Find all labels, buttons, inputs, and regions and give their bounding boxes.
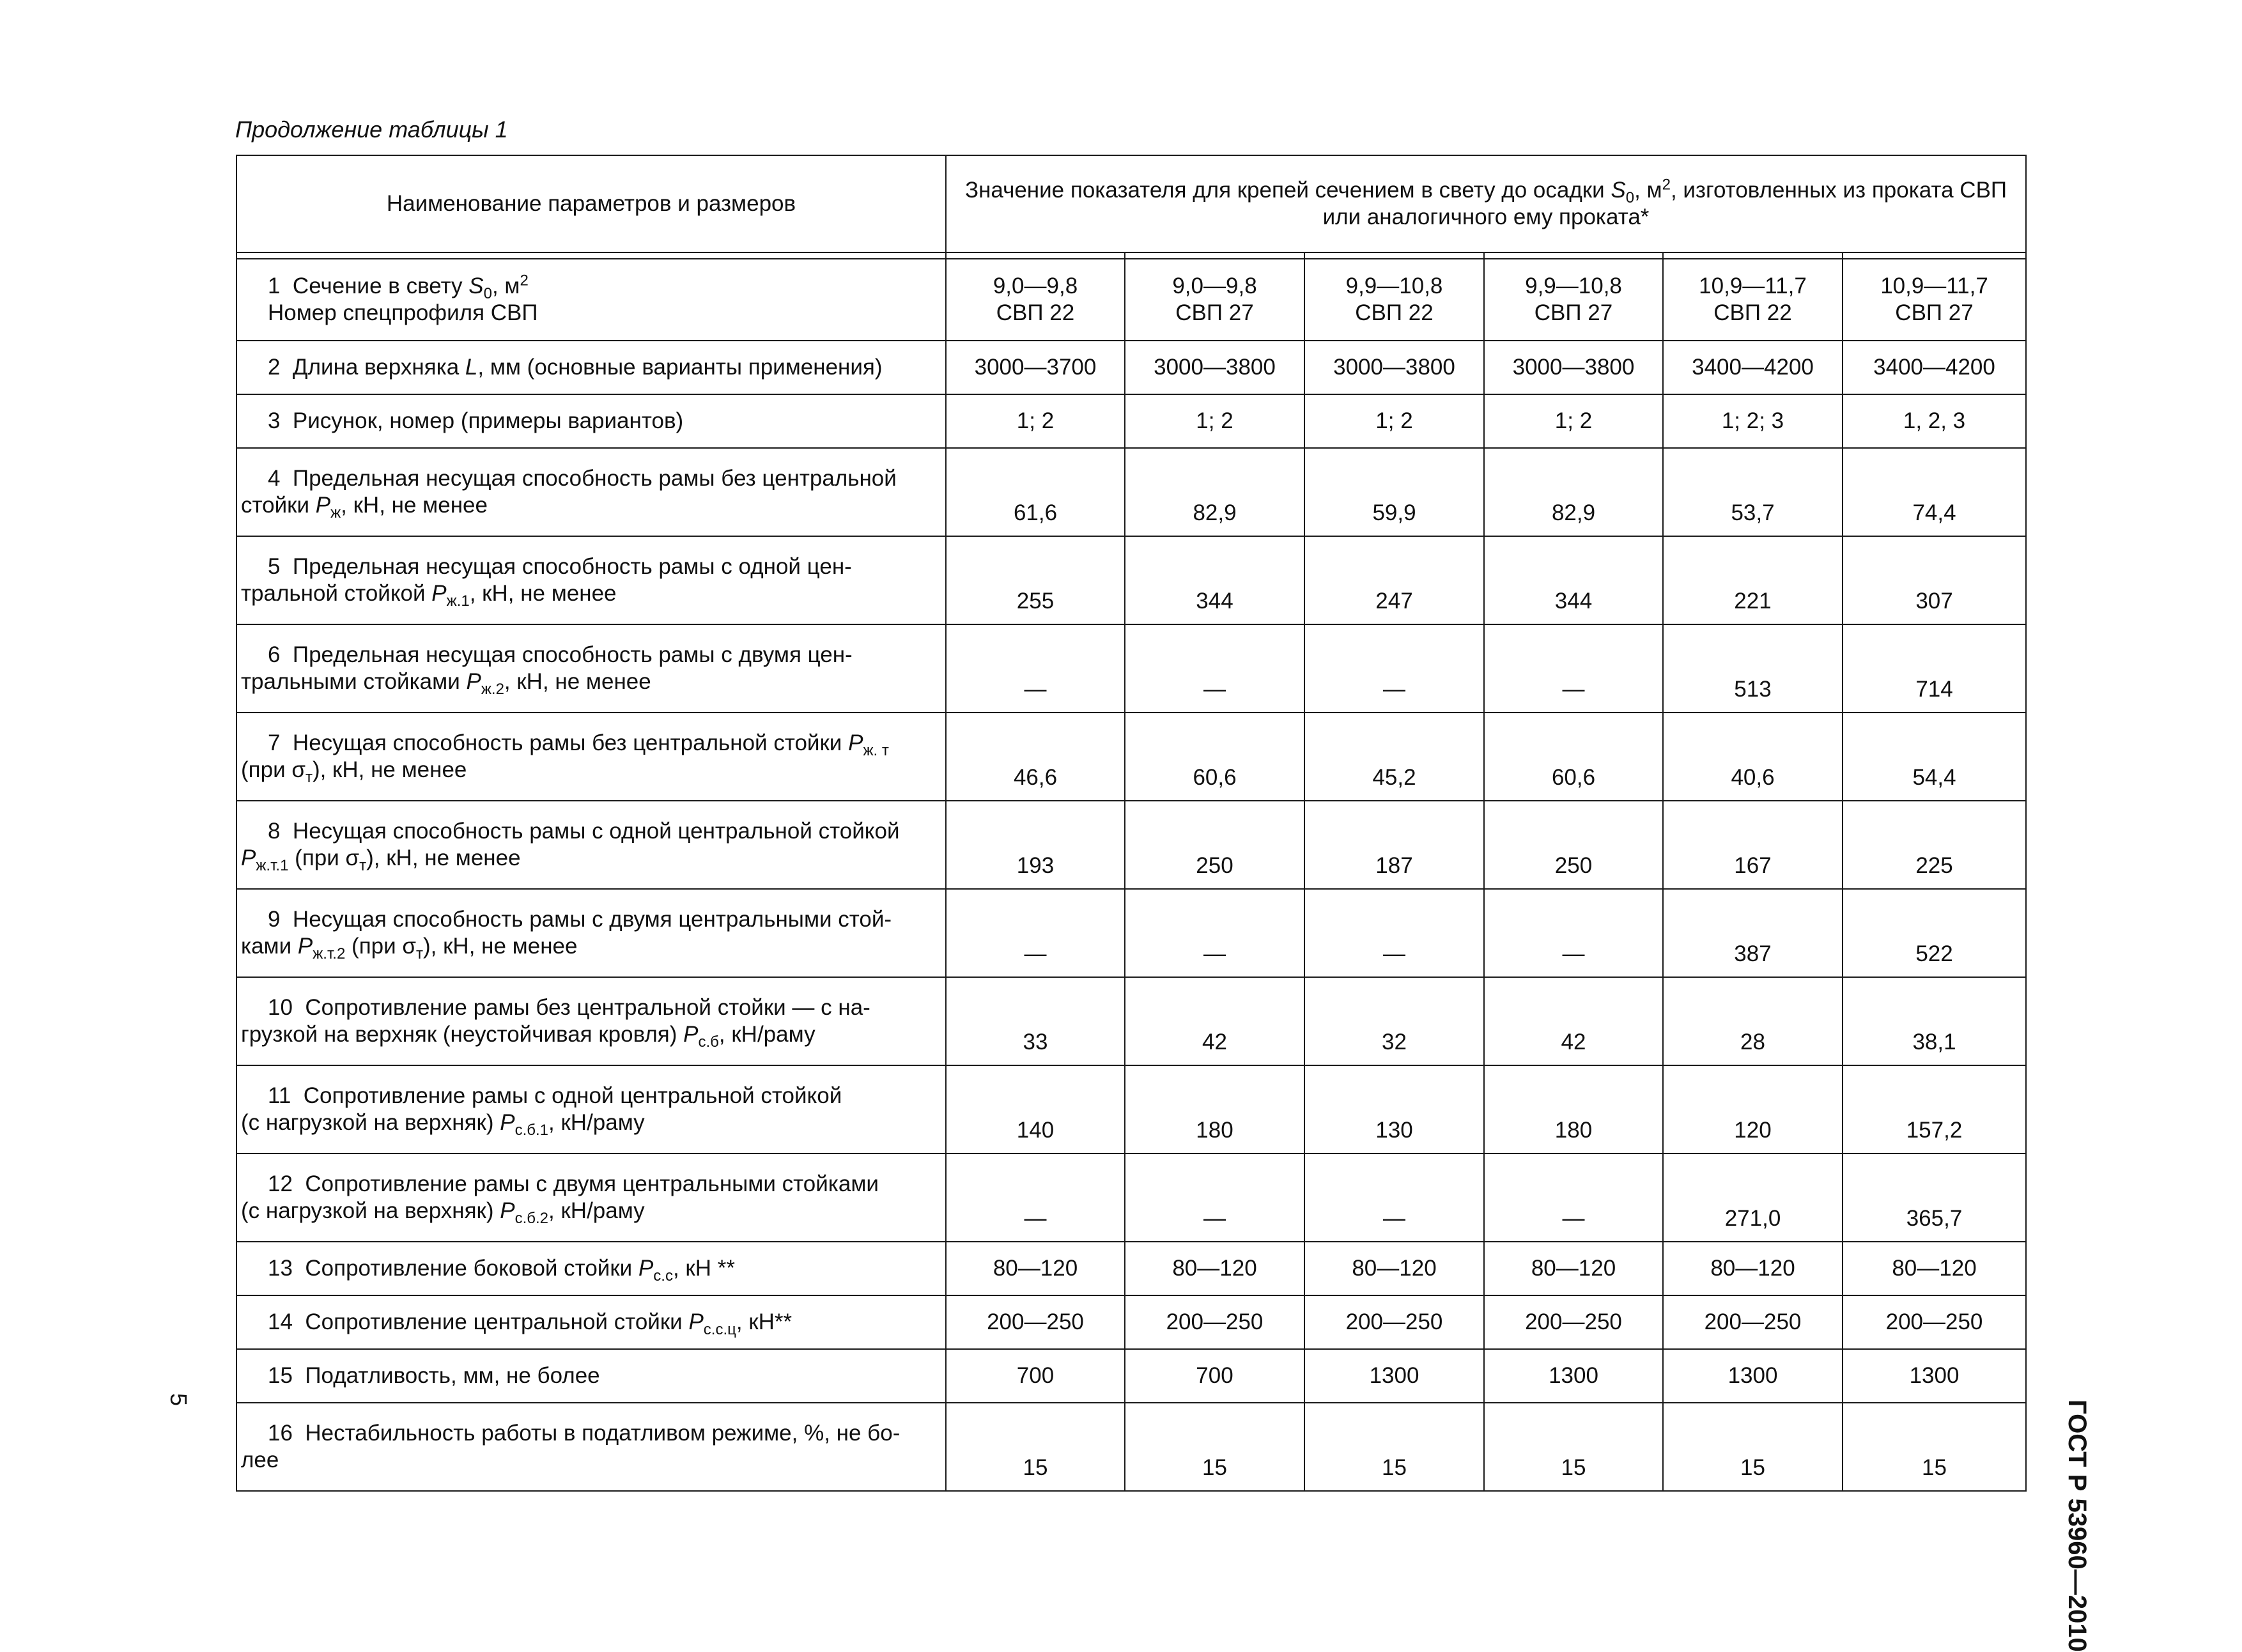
value-cell: 10,9—11,7 СВП 22	[1663, 259, 1843, 341]
value-cell: 15	[1843, 1403, 2026, 1491]
table-row	[236, 889, 2026, 977]
value-cell: 60,6	[1125, 713, 1304, 801]
page-number: 5	[166, 1393, 192, 1407]
value-cell: 700	[1125, 1349, 1304, 1403]
value-cell: 193	[946, 801, 1125, 889]
parameter-name-cell: 3 Рисунок, номер (примеры вариантов)	[236, 394, 946, 448]
value-cell: 3400—4200	[1843, 341, 2026, 394]
value-cell: 3400—4200	[1663, 341, 1843, 394]
value-cell: 9,0—9,8 СВП 22	[946, 259, 1125, 341]
value-cell: 307	[1843, 536, 2026, 624]
value-cell: 250	[1484, 801, 1663, 889]
value-cell: 255	[946, 536, 1125, 624]
table-row	[236, 1403, 2026, 1491]
value-cell: —	[1125, 889, 1304, 977]
value-cell: 42	[1125, 977, 1304, 1065]
value-cell: 247	[1304, 536, 1484, 624]
value-cell: 522	[1843, 889, 2026, 977]
value-cell: 82,9	[1484, 448, 1663, 536]
value-cell: 80—120	[1484, 1242, 1663, 1295]
value-cell: 9,0—9,8 СВП 27	[1125, 259, 1304, 341]
value-cell: 250	[1125, 801, 1304, 889]
value-cell: 130	[1304, 1065, 1484, 1154]
value-cell: —	[946, 889, 1125, 977]
value-cell: 46,6	[946, 713, 1125, 801]
value-cell: 700	[946, 1349, 1125, 1403]
table-header-row	[236, 155, 2026, 252]
value-cell: 200—250	[1663, 1295, 1843, 1349]
parameter-name-cell: 5 Предельная несущая способность рамы с одной цен- тральной стойкой $P_{ж.1}$, кН, не менее	[236, 536, 946, 624]
value-cell: 365,7	[1843, 1154, 2026, 1242]
parameter-name-cell: 4 Предельная несущая способность рамы без центральной стойки $P_ж$, кН, не менее	[236, 448, 946, 536]
value-cell: —	[1304, 624, 1484, 713]
value-cell: —	[1304, 1154, 1484, 1242]
header-gap-row	[236, 252, 2026, 259]
value-cell: 32	[1304, 977, 1484, 1065]
table-row	[236, 1242, 2026, 1295]
value-cell: 513	[1663, 624, 1843, 713]
parameter-name-cell: 11 Сопротивление рамы с одной центральной стойкой (с нагрузкой на верхняк) $P_{с.б.1}$, кН/раму	[236, 1065, 946, 1154]
value-cell: 80—120	[1663, 1242, 1843, 1295]
value-cell: 157,2	[1843, 1065, 2026, 1154]
value-cell: 60,6	[1484, 713, 1663, 801]
value-cell: 80—120	[1125, 1242, 1304, 1295]
parameter-name-cell: 12 Сопротивление рамы с двумя центральными стойками (с нагрузкой на верхняк) $P_{с.б.2}$, кН/раму	[236, 1154, 946, 1242]
value-cell: 221	[1663, 536, 1843, 624]
parameter-name-cell: 16 Нестабильность работы в податливом режиме, %, не бо- лее	[236, 1403, 946, 1491]
value-cell: —	[1125, 624, 1304, 713]
table-row	[236, 713, 2026, 801]
value-cell: 1300	[1484, 1349, 1663, 1403]
parameter-name-cell: 9 Несущая способность рамы с двумя центральными стой- ками $P_{ж.т.2}$ (при $\sigma_т$), кН, не менее	[236, 889, 946, 977]
value-cell: 80—120	[946, 1242, 1125, 1295]
value-cell: 10,9—11,7 СВП 27	[1843, 259, 2026, 341]
value-cell: 344	[1484, 536, 1663, 624]
header-value-text: Значение показателя для крепей сечением в свету до осадки $S_0$, $м^2$, изготовленных из проката СВП или аналогичного ему проката*	[964, 176, 2007, 229]
value-cell: —	[946, 624, 1125, 713]
table-row	[236, 977, 2026, 1065]
table-row	[236, 259, 2026, 341]
value-cell: 1; 2; 3	[1663, 394, 1843, 448]
value-cell: 180	[1125, 1065, 1304, 1154]
value-cell: 80—120	[1304, 1242, 1484, 1295]
header-value-column	[946, 155, 2026, 252]
value-cell: 1; 2	[1125, 394, 1304, 448]
value-cell: 15	[1663, 1403, 1843, 1491]
value-cell: 1; 2	[946, 394, 1125, 448]
value-cell: —	[1125, 1154, 1304, 1242]
document-side-title: ГОСТ Р 53960—2010	[2063, 1400, 2091, 1652]
value-cell: 3000—3800	[1304, 341, 1484, 394]
table-row	[236, 624, 2026, 713]
value-cell: 15	[1484, 1403, 1663, 1491]
table-caption: Продолжение таблицы 1	[235, 116, 508, 143]
parameter-name-cell: 15 Податливость, мм, не более	[236, 1349, 946, 1403]
table-row	[236, 448, 2026, 536]
value-cell: —	[1484, 889, 1663, 977]
value-cell: 120	[1663, 1065, 1843, 1154]
table-row	[236, 1295, 2026, 1349]
value-cell: 200—250	[946, 1295, 1125, 1349]
value-cell: —	[1484, 624, 1663, 713]
value-cell: 271,0	[1663, 1154, 1843, 1242]
value-cell: 42	[1484, 977, 1663, 1065]
value-cell: —	[1304, 889, 1484, 977]
parameter-name-cell: 7 Несущая способность рамы без центральной стойки $P_{ж. т}$ (при $\sigma_т$), кН, не менее	[236, 713, 946, 801]
value-cell: 3000—3800	[1125, 341, 1304, 394]
value-cell: 40,6	[1663, 713, 1843, 801]
value-cell: 15	[946, 1403, 1125, 1491]
value-cell: 180	[1484, 1065, 1663, 1154]
value-cell: 54,4	[1843, 713, 2026, 801]
header-name-column: Наименование параметров и размеров	[236, 155, 946, 252]
value-cell: 187	[1304, 801, 1484, 889]
parameter-name-cell: 2 Длина верхняка L, мм (основные варианты применения)	[236, 341, 946, 394]
value-cell: 167	[1663, 801, 1843, 889]
value-cell: 3000—3800	[1484, 341, 1663, 394]
table-row	[236, 1349, 2026, 1403]
parameter-name-cell: 14 Сопротивление центральной стойки $P_{с.с.ц}$, кН**	[236, 1295, 946, 1349]
value-cell: 59,9	[1304, 448, 1484, 536]
value-cell: 1300	[1843, 1349, 2026, 1403]
value-cell: 225	[1843, 801, 2026, 889]
value-cell: 200—250	[1484, 1295, 1663, 1349]
parameter-name-cell: 13 Сопротивление боковой стойки $P_{с.с}$, кН **	[236, 1242, 946, 1295]
value-cell: 28	[1663, 977, 1843, 1065]
value-cell: —	[1484, 1154, 1663, 1242]
parameter-name-cell: 10 Сопротивление рамы без центральной стойки — с на- грузкой на верхняк (неустойчивая кровля) $P_{с.б}$, кН/раму	[236, 977, 946, 1065]
table-row	[236, 801, 2026, 889]
value-cell: 1300	[1663, 1349, 1843, 1403]
table-row	[236, 536, 2026, 624]
value-cell: 200—250	[1125, 1295, 1304, 1349]
value-cell: 82,9	[1125, 448, 1304, 536]
value-cell: —	[946, 1154, 1125, 1242]
table-row	[236, 341, 2026, 394]
value-cell: 1; 2	[1484, 394, 1663, 448]
value-cell: 9,9—10,8 СВП 27	[1484, 259, 1663, 341]
value-cell: 80—120	[1843, 1242, 2026, 1295]
value-cell: 344	[1125, 536, 1304, 624]
value-cell: 1; 2	[1304, 394, 1484, 448]
parameters-table	[236, 155, 2027, 1492]
table-row	[236, 1154, 2026, 1242]
value-cell: 200—250	[1304, 1295, 1484, 1349]
parameter-name-cell: 1 Сечение в свету $S_0$, $м^2$ Номер спецпрофиля СВП	[236, 259, 946, 341]
value-cell: 53,7	[1663, 448, 1843, 536]
value-cell: 38,1	[1843, 977, 2026, 1065]
value-cell: 45,2	[1304, 713, 1484, 801]
value-cell: 33	[946, 977, 1125, 1065]
value-cell: 1300	[1304, 1349, 1484, 1403]
value-cell: 15	[1304, 1403, 1484, 1491]
value-cell: 9,9—10,8 СВП 22	[1304, 259, 1484, 341]
value-cell: 140	[946, 1065, 1125, 1154]
value-cell: 3000—3700	[946, 341, 1125, 394]
value-cell: 387	[1663, 889, 1843, 977]
value-cell: 714	[1843, 624, 2026, 713]
value-cell: 61,6	[946, 448, 1125, 536]
value-cell: 74,4	[1843, 448, 2026, 536]
table-row	[236, 394, 2026, 448]
parameter-name-cell: 6 Предельная несущая способность рамы с двумя цен- тральными стойками $P_{ж.2}$, кН, не менее	[236, 624, 946, 713]
value-cell: 1, 2, 3	[1843, 394, 2026, 448]
value-cell: 200—250	[1843, 1295, 2026, 1349]
value-cell: 15	[1125, 1403, 1304, 1491]
table-row	[236, 1065, 2026, 1154]
parameter-name-cell: 8 Несущая способность рамы с одной центральной стойкой $P_{ж.т.1}$ (при $\sigma_т$), кН, не менее	[236, 801, 946, 889]
